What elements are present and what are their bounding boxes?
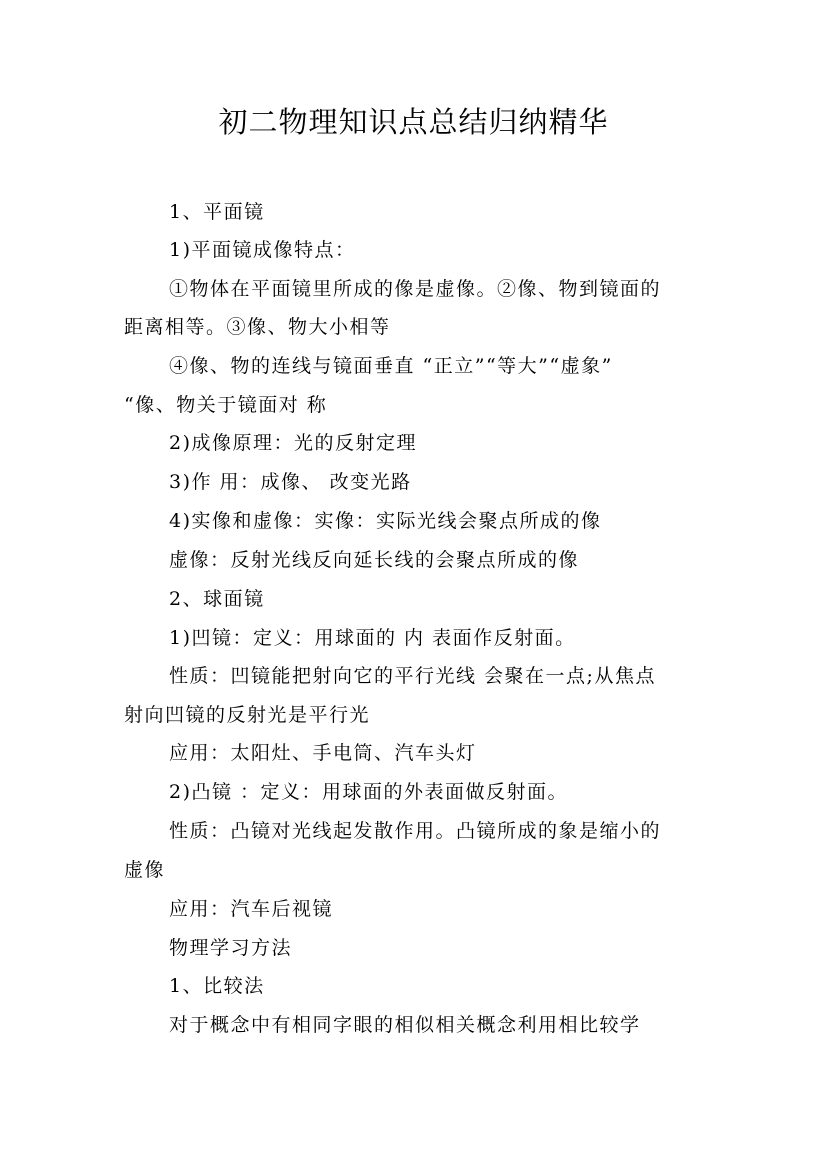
subsection-heading: 1、比较法 [169, 975, 265, 997]
paragraph-line: 性质：凸镜对光线起发散作用。凸镜所成的象是缩小的 [169, 820, 662, 842]
paragraph-line: 4)实像和虚像：实像：实际光线会聚点所成的像 [169, 510, 602, 532]
paragraph-line: 对于概念中有相同字眼的相似相关概念利用相比较学 [169, 1014, 641, 1036]
page-title: 初二物理知识点总结归纳精华 [218, 105, 609, 139]
paragraph-line: ④像、物的连线与镜面垂直 “正立”“等大”“虚象” [169, 355, 613, 377]
subsection-heading: 1)平面镜成像特点： [169, 239, 356, 261]
paragraph-line: 射向凹镜的反射光是平行光 [124, 704, 371, 726]
paragraph-line: 性质：凹镜能把射向它的平行光线 会聚在一点;从焦点 [169, 665, 656, 687]
paragraph-line: ①物体在平面镜里所成的像是虚像。②像、物到镜面的 [169, 278, 662, 300]
paragraph-line: 距离相等。③像、物大小相等 [124, 316, 391, 338]
paragraph-line: 虚像：反射光线反向延长线的会聚点所成的像 [169, 549, 580, 571]
paragraph-line: 应用：汽车后视镜 [169, 898, 334, 920]
paragraph-line: 应用：太阳灶、手电筒、汽车头灯 [169, 742, 477, 764]
section-heading: 物理学习方法 [169, 937, 293, 959]
paragraph-line: 1)凹镜：定义：用球面的 内 表面作反射面。 [169, 627, 576, 649]
paragraph-line: 2)凸镜 ：定义：用球面的外表面做反射面。 [169, 781, 569, 803]
section-heading: 1、平面镜 [169, 201, 265, 223]
paragraph-line: 2)成像原理：光的反射定理 [169, 432, 418, 454]
section-heading: 2、球面镜 [169, 588, 265, 610]
paragraph-line: 3)作 用：成像、 改变光路 [169, 471, 412, 493]
paragraph-line: 虚像 [124, 859, 166, 881]
paragraph-line: “像、物关于镜面对 称 [124, 394, 328, 416]
